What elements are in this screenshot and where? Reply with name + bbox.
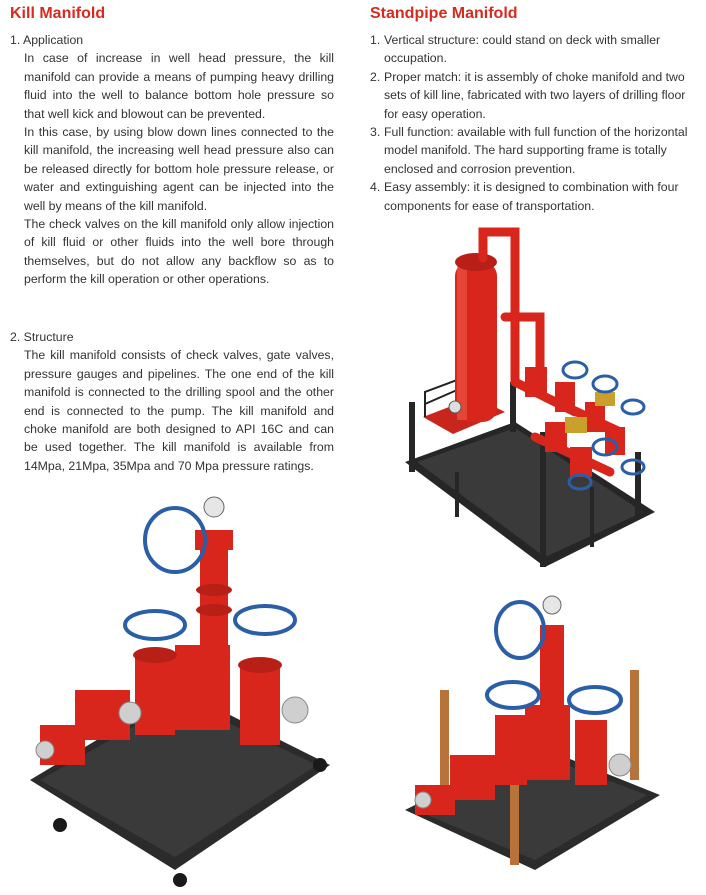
application-title: 1. Application [10,33,84,47]
application-section [10,31,334,289]
kill-manifold-heading: Kill Manifold [10,5,106,22]
feature-text: Easy assembly: it is designed to combination with four components for ease of transportation. [384,180,679,213]
structure-section [10,328,334,475]
standpipe-manifold-photo [395,222,660,577]
flange-face [609,754,631,776]
standpipe-manifold-heading: Standpipe Manifold [370,5,518,22]
pressure-gauge-icon [543,596,561,614]
flange-face [119,702,141,724]
application-paragraph-1: In case of increase in well head pressure, the kill manifold can provide a means of pumping heavy drilling fluid into the well to balance bottom hole pressure so that well kick and blowout can be prevented. [24,51,334,121]
pressure-gauge-icon [204,497,224,517]
feature-number: 1. [370,33,381,47]
feature-item-3 [370,123,696,178]
feature-text: Vertical structure: could stand on deck with smaller occupation. [384,33,661,66]
structure-paragraph: The kill manifold consists of check valves, gate valves, pressure gauges and pipelines. The one end of the kill manifold is connected to the drilling spool and the other end is connected to the pump. The kill manifold and choke manifold are both designed to API 16C and can be used together. The kill manifold is available from 14Mpa, 21Mpa, 35Mpa and 70 Mpa pressure ratings. [24,348,334,473]
flange-face [36,741,54,759]
feature-number: 2. [370,69,381,84]
pressure-gauge-icon [449,401,461,413]
feature-text: Proper match: it is assembly of choke manifold and two sets of kill line, fabricated with two layers of drilling floor for easy operation. [384,69,686,121]
feature-text: Full function: available with full function of the horizontal model manifold. The hard supporting frame is totally enclosed and corrosion prevention. [384,125,688,176]
kill-manifold-photo [15,495,345,890]
feature-item-2 [370,68,696,123]
feature-number: 4. [370,180,381,195]
kill-manifold-frame-photo [395,595,665,890]
feature-item-1 [370,31,696,68]
application-paragraph-2: In this case, by using blow down lines connected to the kill manifold, the increasing well head pressure also can be released directly for bottom hole pressure release, or water and extinguishing agent can be injected into the well by means of the kill manifold. [24,125,334,213]
structure-title: 2. Structure [10,330,74,344]
application-paragraph-3: The check valves on the kill manifold only allow injection of kill fluid or other fluids into the well bore through themselves, but do not allow any backflow so as to perform the kill operation or other operations. [24,217,334,287]
separator-tank [455,253,497,422]
flange-face [415,792,431,808]
flange-face [282,697,308,723]
feature-number: 3. [370,125,381,140]
standpipe-feature-list [370,31,696,215]
feature-item-4 [370,178,696,215]
